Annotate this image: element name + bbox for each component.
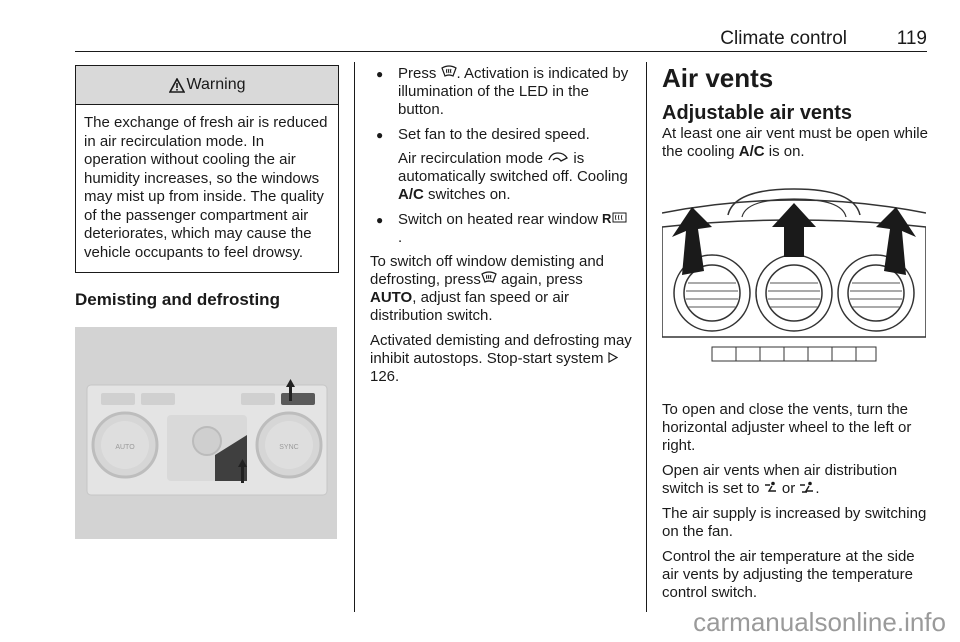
air-distribution-upper-lower-icon [799, 481, 815, 493]
dashboard-vents-drawing [662, 187, 926, 383]
svg-text:R: R [602, 211, 612, 224]
demisting-heading: Demisting and defrosting [75, 290, 280, 309]
section-title: Climate control [720, 28, 847, 49]
column-divider-1 [354, 62, 355, 612]
warning-header [76, 66, 338, 105]
watermark-text: carmanualsonline.info [693, 607, 946, 637]
air-vents-title: Air vents [662, 63, 774, 93]
paragraph-distribution: Open air vents when air distribution switch is set to or . [662, 462, 898, 497]
page-header [75, 28, 927, 50]
warning-box [75, 65, 339, 273]
paragraph-temperature: Control the air temperature at the side air vents by adjusting the temperature control switch. [662, 548, 915, 601]
auto-knob-label: AUTO [115, 444, 135, 451]
adjustable-vents-subtitle: Adjustable air vents [662, 102, 853, 124]
sync-knob-label: SYNC [279, 444, 299, 451]
air-distribution-upper-icon [764, 481, 778, 493]
column-2 [370, 65, 632, 386]
list-item: ● Switch on heated rear window R . [370, 211, 632, 247]
column-1 [75, 65, 339, 539]
control-panel-photo [75, 327, 337, 539]
instruction-list [370, 65, 632, 247]
list-item-note: Air recirculation mode is automatically switched off. Cooling A/C switches on. [398, 150, 628, 203]
paragraph-intro: At least one air vent must be open while the cooling A/C is on. [662, 125, 928, 160]
paragraph-switch-off: To switch off window demisting and defrosting, press again, press AUTO, adjust fan speed or air distribution switch. [370, 253, 605, 324]
page-reference-icon [608, 352, 618, 363]
list-item: ● Set fan to the desired speed. Air recirculation mode is automatically switched off. Cooling A/C switches on. [370, 126, 632, 204]
warning-text: The exchange of fresh air is reduced in air recirculation mode. In operation without cooling the air humidity increases, so the windows may mist up from inside. The quality of the passenger compartment air deteriorates, which may cause the vehicle occupants to feel drowsy. [84, 114, 328, 261]
page-number: 119 [896, 28, 927, 49]
header-rule [75, 51, 927, 52]
air-recirculation-icon [547, 151, 569, 163]
windscreen-defrost-icon [441, 65, 457, 78]
column-3 [662, 65, 928, 602]
control-panel-illustration [75, 327, 337, 539]
rear-window-heater-icon [602, 211, 628, 224]
windscreen-defrost-icon [481, 271, 497, 284]
paragraph-open-close: To open and close the vents, turn the horizontal adjuster wheel to the left or right. [662, 401, 912, 454]
paragraph-autostop: Activated demisting and defrosting may inhibit autostops. Stop-start system 126. [370, 332, 632, 385]
paragraph-air-supply: The air supply is increased by switching on the fan. [662, 505, 927, 540]
warning-title: Warning [186, 76, 246, 93]
column-divider-2 [646, 62, 647, 612]
air-vents-illustration [662, 187, 926, 383]
warning-triangle-icon [169, 78, 185, 93]
list-item: ● Press . Activation is indicated by illumination of the LED in the button. [370, 65, 632, 119]
page-reference-link[interactable]: 126 [370, 368, 396, 385]
